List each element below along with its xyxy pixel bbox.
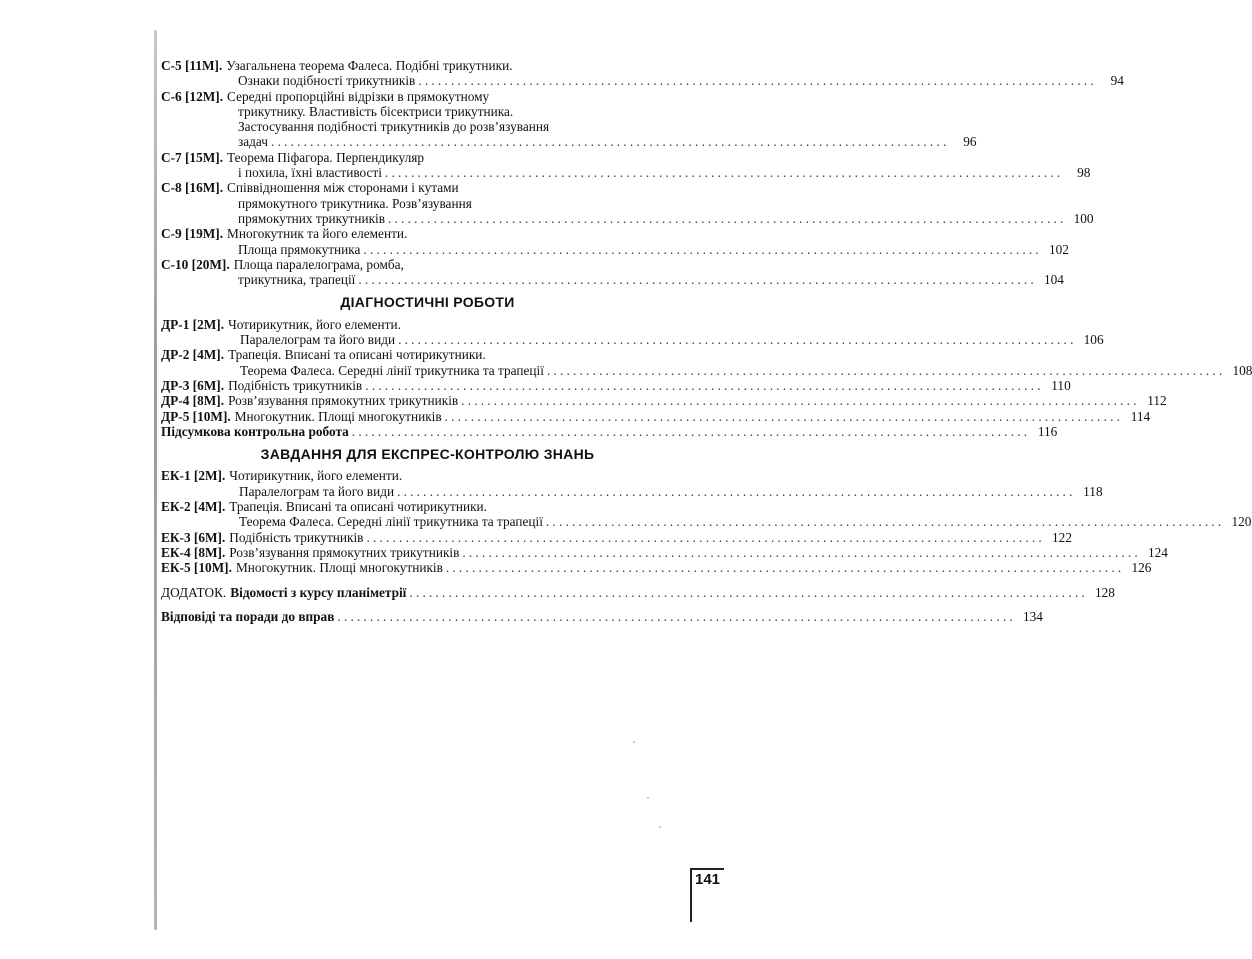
toc-line (161, 423, 1058, 439)
entry-title: Многокутник. Площі многокутників (235, 560, 443, 576)
dot-leader: ........................................................................................................ (270, 134, 950, 150)
entry-title: Площа паралелограма, ромба, (233, 256, 404, 272)
entry-code: С-6 [12М]. (161, 88, 224, 104)
entry-code: ЕК-1 [2М]. (161, 468, 226, 484)
dot-leader: ........................................................................................................ (358, 272, 1037, 288)
page-number: 141 (695, 871, 721, 888)
toc-line (161, 150, 694, 165)
entry-title: і похила, їхні властивості (238, 165, 382, 181)
entry-title: Подібність трикутників (228, 377, 363, 393)
toc-line (161, 104, 694, 119)
entry-title: Чотирикутник, його елементи. (228, 316, 401, 332)
entry-title: трикутника, трапеції (238, 272, 356, 288)
section-title: ДІАГНОСТИЧНІ РОБОТИ (340, 294, 515, 311)
entry-page-number: 114 (1130, 408, 1151, 424)
entry-code: ЕК-2 [4М]. (161, 499, 226, 515)
appendix-page-number: 128 (1094, 584, 1115, 600)
toc-line (161, 272, 1064, 288)
entry-code: С-10 [20М]. (161, 256, 230, 272)
entry-code: ДР-1 [2М]. (161, 316, 225, 332)
entry-page-number: 96 (963, 134, 977, 150)
entry-code: ЕК-3 [6М]. (161, 529, 226, 545)
spacer (161, 600, 694, 609)
entry-title: Подібність трикутників (229, 529, 364, 545)
toc-line (161, 332, 1104, 348)
entry-title: трикутнику. Властивість бісектриси трикутника. (238, 103, 514, 119)
entry-page-number: 108 (1232, 362, 1252, 378)
toc-entry[interactable] (161, 560, 1152, 576)
table-of-contents (161, 58, 1252, 624)
entry-code: С-5 [11М]. (161, 58, 223, 73)
section-title: ЗАВДАННЯ ДЛЯ ЕКСПРЕС-КОНТРОЛЮ ЗНАНЬ (260, 446, 595, 463)
dot-leader: ........................................................................................................ (397, 483, 1076, 499)
toc-entry[interactable] (161, 347, 1252, 378)
entry-code: С-8 [16М]. (161, 180, 224, 196)
entry-page-number: 104 (1043, 272, 1064, 288)
entry-title: Узагальнена теорема Фалеса. Подібні трикутники. (226, 58, 513, 73)
dot-leader: ........................................................................................................ (363, 241, 1042, 257)
toc-entry[interactable] (161, 423, 1058, 439)
toc-entry[interactable] (161, 408, 1151, 424)
entry-title: Підсумкова контрольна робота (161, 423, 349, 439)
dot-leader: ........................................................................................................ (545, 514, 1225, 530)
toc-line (161, 241, 1069, 257)
entry-page-number: 126 (1131, 560, 1152, 576)
scan-speck (659, 826, 661, 828)
entry-code: ДР-3 [6М]. (161, 377, 225, 393)
dot-leader: ........................................................................................................ (462, 544, 1141, 560)
entry-code: С-9 [19М]. (161, 226, 224, 242)
toc-line (161, 560, 1152, 576)
appendix-title: Відомості з курсу планіметрії (230, 584, 407, 600)
toc-line (161, 499, 694, 514)
toc-line (161, 119, 694, 134)
dot-leader: ........................................................................................................ (409, 584, 1088, 600)
toc-line (161, 257, 694, 272)
entry-page-number: 122 (1052, 529, 1072, 545)
toc-line (161, 514, 1252, 530)
answers-entry[interactable] (161, 608, 1043, 624)
toc-line (161, 73, 1124, 89)
toc-entry[interactable] (161, 226, 1069, 257)
toc-line (161, 226, 694, 241)
dot-leader: ........................................................................................................ (444, 408, 1124, 424)
appendix-prefix: ДОДАТОК. (161, 584, 227, 600)
dot-leader: ........................................................................................................ (398, 332, 1077, 348)
scan-speck (633, 741, 635, 743)
toc-line (161, 362, 1252, 378)
toc-line (161, 180, 694, 195)
entry-title: Розв’язування прямокутних трикутників (228, 393, 459, 409)
entry-title: Ознаки подібності трикутників (238, 73, 416, 89)
toc-entry[interactable] (161, 468, 1103, 499)
entry-title: Многокутник та його елементи. (227, 226, 408, 242)
entry-page-number: 110 (1051, 377, 1071, 393)
scan-speck (647, 797, 649, 799)
entry-title: Паралелограм та його види (240, 332, 396, 348)
page-binding-edge (154, 30, 157, 930)
toc-entry[interactable] (161, 88, 977, 150)
entry-code: ДР-2 [4М]. (161, 347, 225, 363)
toc-entry[interactable] (161, 499, 1252, 530)
dot-leader: ........................................................................................................ (337, 608, 1016, 624)
entry-title: Застосування подібності трикутників до розв’язування (238, 119, 550, 135)
appendix-entry[interactable] (161, 584, 1115, 600)
entry-code: ЕК-4 [8М]. (161, 544, 226, 560)
entry-code: С-7 [15М]. (161, 149, 224, 165)
entry-title: Паралелограм та його види (239, 483, 395, 499)
dot-leader: ........................................................................................................ (445, 560, 1125, 576)
dot-leader: ........................................................................................................ (388, 210, 1067, 226)
entry-page-number: 100 (1073, 210, 1094, 226)
toc-entry[interactable] (161, 149, 1091, 181)
toc-line (161, 377, 1071, 393)
entry-title: Трапеція. Вписані та описані чотирикутники. (229, 499, 487, 515)
toc-line (161, 529, 1072, 545)
toc-entry[interactable] (161, 316, 1104, 348)
toc-line (161, 544, 1168, 560)
toc-line (161, 165, 1091, 181)
toc-line (161, 483, 1103, 499)
dot-leader: ........................................................................................................ (461, 393, 1140, 409)
entry-title: прямокутного трикутника. Розв’язування (238, 195, 472, 211)
toc-line (161, 393, 1167, 409)
entry-title: Многокутник. Площі многокутників (234, 408, 442, 424)
entry-title: прямокутних трикутників (238, 210, 386, 226)
dot-leader: ........................................................................................................ (384, 165, 1064, 181)
entry-code: ЕК-5 [10М]. (161, 560, 232, 576)
entry-page-number: 112 (1147, 393, 1167, 409)
entry-page-number: 118 (1083, 483, 1103, 499)
dot-leader: ........................................................................................................ (351, 423, 1031, 439)
answers-title: Відповіді та поради до вправ (161, 608, 335, 624)
entry-page-number: 102 (1049, 241, 1069, 257)
toc-line (161, 468, 694, 483)
toc-entry[interactable] (161, 377, 1071, 393)
entry-title: Теорема Фалеса. Середні лінії трикутника та трапеції (240, 362, 544, 378)
toc-entry[interactable] (161, 393, 1167, 409)
spacer (161, 576, 694, 585)
dot-leader: ........................................................................................................ (366, 529, 1045, 545)
entry-page-number: 116 (1037, 423, 1058, 439)
toc-line (161, 210, 1094, 226)
entry-title: Чотирикутник, його елементи. (229, 468, 403, 484)
entry-title: Розв’язування прямокутних трикутників (229, 544, 460, 560)
dot-leader: ........................................................................................................ (546, 362, 1226, 378)
dot-leader: ........................................................................................................ (365, 377, 1044, 393)
toc-line (161, 89, 694, 104)
toc-entry[interactable] (161, 529, 1072, 545)
toc-entry[interactable] (161, 544, 1168, 560)
entry-page-number: 106 (1083, 332, 1104, 348)
entry-title: Середні пропорційні відрізки в прямокутному (227, 88, 490, 104)
entry-page-number: 98 (1077, 165, 1091, 181)
toc-line (161, 347, 694, 362)
toc-line (161, 58, 694, 73)
answers-page-number: 134 (1022, 608, 1043, 624)
entry-title: Теорема Фалеса. Середні лінії трикутника та трапеції (239, 514, 543, 530)
toc-line (161, 134, 977, 150)
entry-title: Співвідношення між сторонами і кутами (227, 180, 459, 196)
entry-code: ДР-4 [8М]. (161, 393, 225, 409)
toc-line (161, 196, 694, 211)
entry-title: задач (238, 134, 268, 150)
entry-code: ДР-5 [10М]. (161, 408, 231, 424)
dot-leader: ........................................................................................................ (418, 73, 1097, 89)
entry-title: Площа прямокутника (238, 241, 361, 257)
entry-page-number: 94 (1110, 73, 1124, 89)
toc-entry[interactable] (161, 180, 1094, 226)
toc-line (161, 317, 694, 332)
entry-page-number: 124 (1147, 544, 1168, 560)
entry-page-number: 120 (1231, 514, 1252, 530)
toc-entry[interactable] (161, 256, 1064, 288)
toc-line (161, 408, 1151, 424)
entry-title: Теорема Піфагора. Перпендикуляр (227, 149, 424, 165)
toc-entry[interactable] (161, 58, 1124, 89)
entry-title: Трапеція. Вписані та описані чотирикутники. (228, 347, 486, 363)
